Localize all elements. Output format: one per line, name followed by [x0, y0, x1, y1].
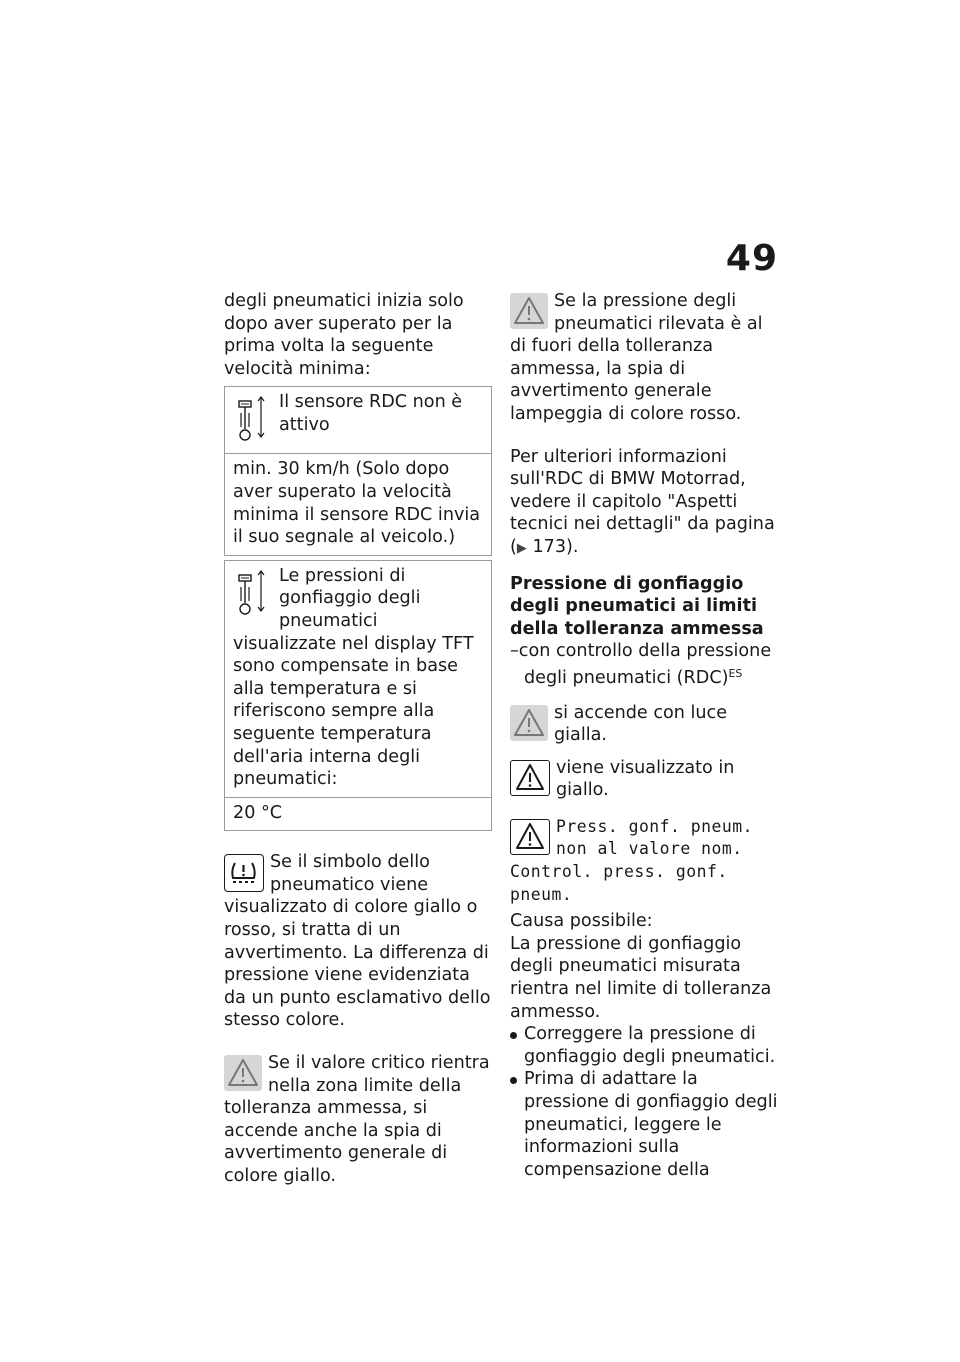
cause-label: Causa possibile: — [510, 911, 653, 932]
rdc-inactive-header — [225, 387, 491, 453]
tpms-block — [224, 851, 492, 1032]
general-warning-yellow-block — [224, 1052, 492, 1188]
page-reference-link[interactable]: 173). — [532, 536, 579, 557]
general-warning-red-block — [510, 290, 778, 426]
compensation-text: Le pressioni di gonfiaggio degli pneumatici visualizzate nel display TFT sono compensate in base alla temperatura e si riferiscono sempre alla seguente temperatura dell'aria interna degli pneumatici: — [233, 565, 474, 790]
yellow-light-text: si accende con luce gialla. — [554, 702, 728, 746]
rdc-inactive-table — [224, 386, 492, 555]
compensation-temperature: 20 °C — [225, 797, 491, 831]
left-column — [224, 290, 492, 1188]
display-message-line: Control. press. gonf. — [510, 862, 728, 882]
intro-text: degli pneumatici inizia solo dopo aver superato per la prima volta la seguente velocità minima: — [224, 291, 464, 379]
compensation-header — [225, 561, 491, 797]
cause-text: La pressione di gonfiaggio degli pneumatici misurata rientra nel limite di tolleranza ammesso. — [510, 933, 772, 1022]
compensation-table — [224, 560, 492, 832]
display-message-line: pneum. — [510, 884, 573, 904]
display-message-block — [510, 816, 778, 906]
more-info-text — [510, 446, 778, 561]
more-info-paren: ( — [510, 536, 517, 557]
right-column — [510, 290, 778, 1181]
rdc-inactive-body: min. 30 km/h (Solo dopo aver superato la velocità minima il sensore RDC invia il suo segnale al veicolo.) — [225, 453, 491, 554]
general-warning-yellow-text: Se il valore critico rientra nella zona limite della tolleranza ammessa, si accende anche la spia di avvertimento generale di colore giallo. — [224, 1053, 490, 1186]
tire-pressure-warning-icon — [224, 854, 264, 892]
page-number: 49 — [725, 238, 778, 279]
yellow-display-text: viene visualizzato in giallo. — [556, 757, 735, 801]
general-warning-red-text: Se la pressione degli pneumatici rilevata è al di fuori della tolleranza ammessa, la spia di avvertimento generale lampeggia di colore rosso. — [510, 291, 763, 424]
warning-triangle-icon — [224, 1055, 262, 1091]
yellow-light-block — [510, 702, 778, 747]
page-reference-arrow-icon: ▶ — [516, 540, 527, 556]
warning-triangle-outline-icon — [510, 760, 550, 796]
more-info-body: Per ulteriori informazioni sull'RDC di BMW Motorrad, vedere il capitolo "Aspetti tecnici nei dettagli" da pagina — [510, 446, 775, 535]
option-code-badge: ES — [728, 666, 743, 680]
display-message-text-2 — [510, 861, 778, 906]
display-message-text — [510, 816, 778, 861]
tire-pressure-gauge-icon — [233, 567, 269, 619]
display-message-line: Press. gonf. pneum. — [556, 816, 753, 836]
warning-triangle-icon — [510, 293, 548, 329]
bullet-item: Prima di adattare la pressione di gonfiaggio degli pneumatici, leggere le informazioni sulla compensazione della — [510, 1068, 778, 1181]
warning-triangle-outline-icon — [510, 819, 550, 855]
warning-triangle-icon — [510, 705, 548, 741]
display-message-line: non al valore nom. — [556, 839, 743, 859]
rdc-option-text: –con controllo della pressione degli pneumatici (RDC) — [510, 641, 772, 688]
rdc-option-item — [510, 640, 778, 689]
yellow-display-block — [510, 757, 778, 802]
tire-pressure-gauge-icon — [233, 393, 269, 445]
bullet-item: Correggere la pressione di gonfiaggio degli pneumatici. — [510, 1023, 778, 1068]
tpms-text: Se il simbolo dello pneumatico viene visualizzato di colore giallo o rosso, si tratta di un avvertimento. La differenza di pressione viene evidenziata da un punto esclamativo dello stesso colore. — [224, 852, 491, 1031]
section-heading: Pressione di gonfiaggio degli pneumatici ai limiti della tolleranza ammessa — [510, 573, 764, 639]
rdc-inactive-label: Il sensore RDC non è attivo — [279, 392, 463, 435]
